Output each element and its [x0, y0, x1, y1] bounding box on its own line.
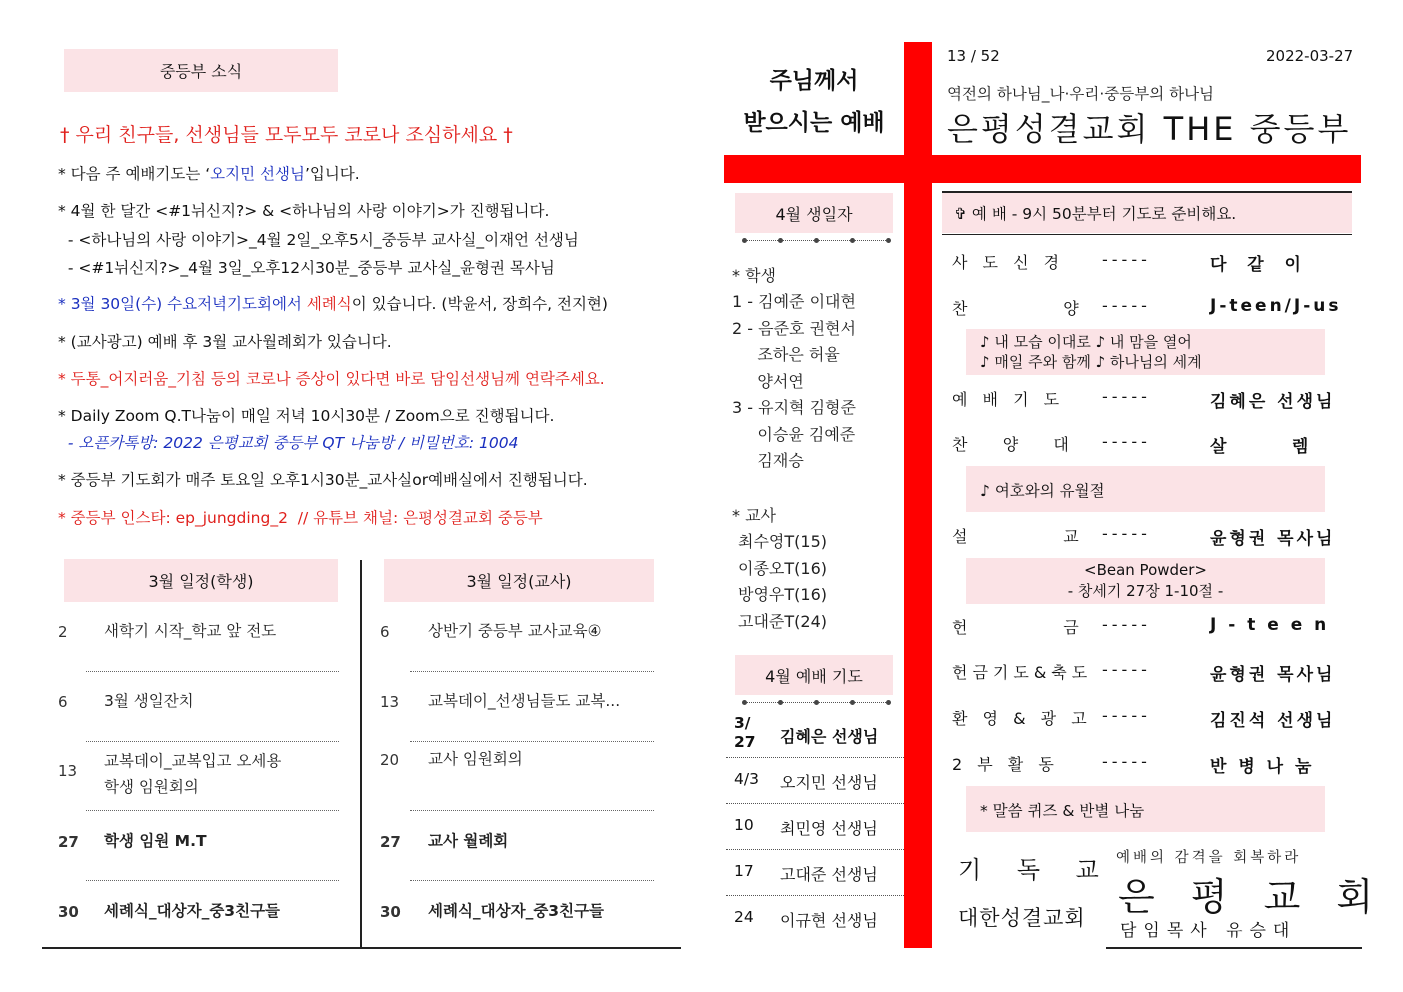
news-text: * 중등부 기도회가 매주 토요일 오후1시30분_교사실or예배실에서 진행됩니다. — [58, 471, 588, 489]
schedule-event — [428, 688, 620, 714]
news-text: 오지민 선생님 — [210, 165, 305, 183]
worship-dash: ----- — [1102, 660, 1151, 679]
prayer-name: 오지민 선생님 — [780, 773, 878, 792]
news-item — [58, 468, 588, 490]
corona-warning: † 우리 친구들, 선생님들 모두모두 코로나 조심하세요 † — [60, 124, 513, 146]
news-text: * 4월 한 달간 <#1뉘신지?> & <하나님의 사랑 이야기>가 진행됩니다. — [58, 202, 550, 220]
denomination-bottom: 대한성결교회 — [958, 906, 1086, 930]
activity-label: * 말씀 퀴즈 & 반별 나눔 — [980, 802, 1145, 820]
schedule-date: 20 — [380, 751, 400, 769]
news-item — [58, 228, 579, 250]
schedule-event-line: 상반기 중등부 교사교육④ — [428, 622, 602, 640]
schedule-event — [104, 688, 194, 714]
news-item — [58, 199, 549, 221]
student-birthday-label: * 학생 — [732, 266, 776, 285]
teacher-birthday-line: 이종오T(16) — [738, 558, 827, 578]
worship-leader: 살 렘 — [1210, 437, 1312, 457]
worship-dash: ----- — [1102, 706, 1151, 725]
prayer-name: 고대준 선생님 — [780, 865, 878, 884]
sermon-scripture: - 창세기 27장 1-10절 - — [1067, 582, 1224, 600]
news-item — [58, 292, 608, 314]
worship-item: 사 도 신 경 — [952, 253, 1065, 272]
schedule-row-divider — [86, 880, 339, 881]
news-text: * (교사광고) 예배 후 3월 교사월례회가 있습니다. — [58, 333, 392, 351]
news-text: * Daily Zoom Q.T나눔이 매일 저녁 10시30분 / Zoom으로 진행됩니다. — [58, 407, 555, 425]
worship-dash: ----- — [1102, 387, 1151, 406]
schedule-event — [428, 828, 508, 854]
worship-item: 환 영 & 광 고 — [952, 709, 1092, 728]
schedule-date: 13 — [380, 693, 400, 711]
schedule-event — [104, 748, 281, 800]
news-text: 세례식 — [306, 295, 352, 313]
schedule-row-divider — [86, 810, 339, 811]
prayer-date: 24 — [734, 908, 754, 926]
prayer-date: 17 — [734, 862, 754, 880]
news-text: - <하나님의 사랑 이야기>_4월 2일_오후5시_중등부 교사실_이재언 선생님 — [58, 231, 579, 249]
schedule-event — [428, 618, 601, 644]
choir-song — [966, 466, 1325, 512]
student-birthday-line: 1 - 김예준 이대현 — [732, 292, 856, 311]
schedule-date: 6 — [58, 693, 68, 711]
worship-dash: ----- — [1102, 432, 1151, 451]
student-birthday-line: 이승윤 김예준 — [732, 424, 856, 444]
news-text: 3월 30일(수) 수요저녁기도회에서 — [70, 295, 307, 313]
news-text: ’입니다. — [304, 165, 360, 183]
prayer-name: 최민영 선생님 — [780, 819, 878, 838]
news-item — [58, 162, 360, 184]
schedule-event — [428, 898, 604, 924]
senior-pastor: 담임목사 유승대 — [1120, 921, 1297, 941]
worship-leader: 반 병 나 눔 — [1210, 757, 1315, 777]
worship-dash: ----- — [1102, 615, 1151, 634]
schedule-row-divider — [410, 671, 654, 672]
schedule-event-line: 학생 임원 M.T — [104, 832, 207, 850]
worship-header-rule — [942, 234, 1352, 235]
worship-item: 찬 양 대 — [952, 435, 1074, 454]
worship-item: 헌금기도&축도 — [952, 663, 1093, 682]
prayer-divider-line — [726, 757, 904, 758]
worship-dash: ----- — [1102, 250, 1151, 269]
worship-dash: ----- — [1102, 296, 1151, 315]
news-text: - <#1뉘신지?>_4월 3일_오후12시30분_중등부 교사실_윤형권 목사님 — [58, 259, 555, 277]
student-birthday-line: 양서연 — [732, 371, 804, 391]
schedule-row-divider — [410, 741, 654, 742]
cover-title-line2: 받으시는 예배 — [743, 110, 885, 136]
teacher-birthday-line: 고대준T(24) — [738, 611, 827, 631]
activity-box — [966, 786, 1325, 832]
teacher-schedule-title: 3월 일정(교사) — [466, 572, 572, 591]
news-text: * 중등부 인스타: ep_jungding_2 // 유튜브 채널: 은평성결교회 중등부 — [58, 509, 543, 527]
worship-leader: 김진석 선생님 — [1210, 711, 1336, 731]
worship-leader: 윤형권 목사님 — [1210, 665, 1336, 685]
worship-leader: 윤형권 목사님 — [1210, 529, 1336, 549]
schedule-divider — [360, 560, 362, 948]
teacher-schedule-header — [384, 559, 654, 602]
cross-horizontal — [724, 155, 1361, 183]
denomination-top: 기 독 교 — [958, 856, 1113, 884]
schedule-event — [104, 898, 280, 924]
schedule-date: 2 — [58, 623, 68, 641]
schedule-event-line: 교복데이_선생님들도 교복... — [428, 692, 621, 710]
prayer-divider-line — [726, 803, 904, 804]
prayer-date: 3/ 27 — [734, 714, 756, 751]
student-schedule-title: 3월 일정(학생) — [148, 572, 254, 591]
prayer-divider-line — [726, 849, 904, 850]
student-birthday-line: 김재승 — [732, 451, 804, 470]
student-birthday-line: 3 - 유지혁 김형준 — [732, 398, 856, 417]
praise-songs — [966, 329, 1325, 375]
schedule-date: 6 — [380, 623, 390, 641]
prayer-divider — [744, 702, 890, 708]
news-item — [58, 431, 519, 453]
bulletin-date: 2022-03-27 — [1266, 47, 1354, 65]
schedule-date: 30 — [380, 903, 401, 921]
news-item — [58, 256, 555, 278]
teacher-birthday-line: 방영우T(16) — [738, 585, 827, 604]
birthday-header-label: 4월 생일자 — [775, 204, 853, 224]
worship-order-row — [952, 250, 1350, 274]
schedule-event-line: 학생 임원회의 — [104, 778, 199, 796]
worship-item: 찬 양 — [952, 299, 1084, 318]
issue-number: 13 / 52 — [947, 47, 1000, 65]
worship-leader: 다 같 이 — [1210, 255, 1304, 275]
news-item — [58, 367, 605, 389]
worship-order-row — [952, 660, 1350, 684]
teacher-birthday-line: 최수영T(15) — [738, 532, 827, 551]
news-text: 이 있습니다. (박윤서, 장희수, 전지현) — [351, 295, 608, 313]
schedule-row-divider — [86, 671, 339, 672]
worship-order-row — [952, 524, 1350, 548]
schedule-date: 30 — [58, 903, 79, 921]
schedule-row-divider — [86, 741, 339, 742]
prayer-header-label: 4월 예배 기도 — [765, 666, 863, 686]
schedule-event-line: 3월 생일잔치 — [104, 692, 194, 710]
schedule-event — [428, 746, 523, 772]
schedule-event-line: 세례식_대상자_중3친구들 — [428, 902, 605, 920]
worship-dash: ----- — [1102, 752, 1151, 771]
news-item — [58, 404, 554, 426]
schedule-event — [104, 618, 276, 644]
worship-order-row — [952, 706, 1350, 730]
teacher-birthday-label: * 교사 — [732, 506, 776, 525]
student-birthday-line: 조하은 허율 — [732, 345, 840, 364]
footer-rule — [1106, 947, 1362, 949]
worship-header — [942, 193, 1352, 233]
bottom-rule — [42, 947, 681, 949]
schedule-row-divider — [410, 880, 654, 881]
news-header-label: 중등부 소식 — [159, 62, 243, 81]
choir-song-title: ♪ 여호와의 유월절 — [980, 482, 1105, 500]
worship-leader: J - t e e n — [1210, 615, 1330, 635]
news-item — [58, 506, 543, 528]
worship-header-label: ✞ 예 배 - 9시 50분부터 기도로 준비해요. — [954, 205, 1237, 223]
birthday-header — [735, 193, 893, 233]
church-title: 은평성결교회 THE 중등부 — [947, 110, 1352, 148]
motto: 역전의 하나님_나·우리·중등부의 하나님 — [947, 85, 1215, 103]
prayer-date: 4/3 — [734, 770, 759, 788]
worship-item: 설 교 — [952, 527, 1084, 546]
prayer-name: 이규현 선생님 — [780, 911, 878, 930]
cover-title-line1: 주님께서 — [769, 68, 859, 94]
schedule-event — [104, 828, 207, 854]
news-text: * 두통_어지러움_기침 등의 코로나 증상이 있다면 바로 담임선생님께 연락주세요. — [58, 370, 605, 388]
worship-leader: 김혜은 선생님 — [1210, 392, 1336, 412]
worship-order-row — [952, 432, 1350, 456]
schedule-row-divider — [410, 810, 654, 811]
prayer-header — [735, 655, 893, 695]
cover-title — [724, 60, 904, 144]
sermon-box — [966, 558, 1325, 604]
sermon-title: <Bean Powder> — [1084, 561, 1207, 579]
schedule-date: 27 — [58, 833, 79, 851]
schedule-event-line: 교복데이_교복입고 오세용 — [104, 752, 282, 770]
news-text: * — [58, 295, 71, 313]
birthday-divider — [744, 240, 890, 246]
schedule-event-line: 세례식_대상자_중3친구들 — [104, 902, 281, 920]
worship-order-row — [952, 387, 1350, 411]
slogan: 예배의 감격을 회복하라 — [1116, 850, 1302, 866]
prayer-name: 김혜은 선생님 — [780, 727, 879, 746]
schedule-event-line: 새학기 시작_학교 앞 전도 — [104, 622, 277, 640]
worship-order-row — [952, 296, 1350, 320]
schedule-event-line: 교사 월례회 — [428, 832, 509, 850]
news-header — [64, 49, 338, 92]
worship-order-row — [952, 752, 1350, 776]
news-item — [58, 330, 392, 352]
news-text: * 다음 주 예배기도는 ‘ — [58, 165, 211, 183]
schedule-date: 13 — [58, 762, 78, 780]
prayer-date: 10 — [734, 816, 754, 834]
worship-dash: ----- — [1102, 524, 1151, 543]
schedule-event-line: 교사 임원회의 — [428, 750, 523, 768]
praise-song-line1: ♪ 내 모습 이대로 ♪ 내 맘을 열어 — [980, 333, 1192, 351]
student-birthday-line: 2 - 음준호 권현서 — [732, 318, 856, 338]
praise-song-line2: ♪ 매일 주와 함께 ♪ 하나님의 세계 — [980, 353, 1202, 371]
worship-item: 헌 금 — [952, 618, 1084, 637]
prayer-divider-line — [726, 895, 904, 896]
worship-leader: J-teen/J-us — [1210, 296, 1342, 316]
church-name: 은 평 교 회 — [1118, 875, 1386, 919]
schedule-date: 27 — [380, 833, 401, 851]
worship-item: 예 배 기 도 — [952, 390, 1065, 409]
student-schedule-header — [64, 559, 338, 602]
worship-item: 2 부 활 동 — [952, 755, 1059, 774]
news-text: - 오픈카톡방: 2022 은평교회 중등부 QT 나눔방 / 비밀번호: 1004 — [58, 434, 519, 452]
worship-order-row — [952, 615, 1350, 639]
